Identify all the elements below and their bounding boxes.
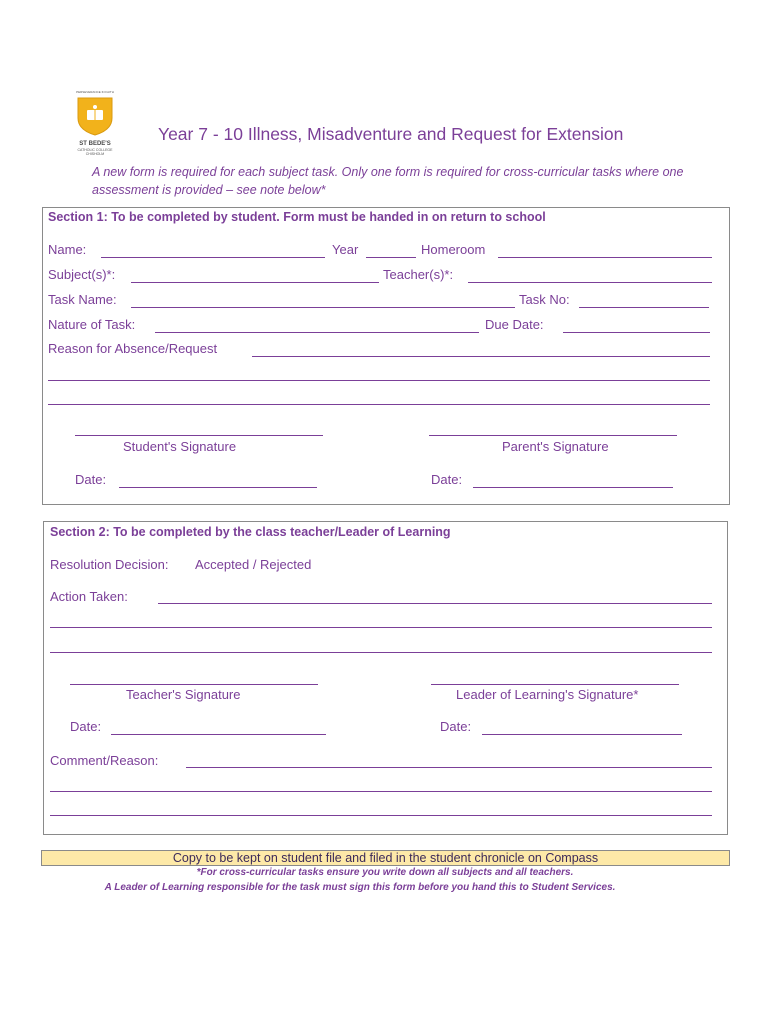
task-no-field[interactable] <box>579 307 709 308</box>
reason-line-2[interactable] <box>48 380 710 381</box>
comment-line-3[interactable] <box>50 815 712 816</box>
action-line-2[interactable] <box>50 627 712 628</box>
homeroom-label: Homeroom <box>421 242 486 257</box>
teachers-label: Teacher(s)*: <box>383 267 454 282</box>
homeroom-field[interactable] <box>498 257 712 258</box>
footer-note-1: *For cross-curricular tasks ensure you write down all subjects and all teachers. <box>196 867 574 878</box>
due-date-field[interactable] <box>563 332 710 333</box>
task-no-label: Task No: <box>519 292 570 307</box>
task-name-field[interactable] <box>131 307 515 308</box>
teacher-signature-field[interactable] <box>70 684 318 685</box>
nature-field[interactable] <box>155 332 479 333</box>
year-label: Year <box>332 242 359 257</box>
teacher-signature-label: Teacher's Signature <box>126 687 241 702</box>
leader-date-field[interactable] <box>482 734 682 735</box>
form-title: Year 7 - 10 Illness, Misadventure and Request for Extension <box>158 124 624 144</box>
nature-label: Nature of Task: <box>48 317 136 332</box>
reason-field[interactable] <box>252 356 710 357</box>
parent-date-field[interactable] <box>473 487 673 488</box>
leader-signature-field[interactable] <box>431 684 679 685</box>
name-field[interactable] <box>101 257 325 258</box>
action-line-3[interactable] <box>50 652 712 653</box>
subjects-label: Subject(s)*: <box>48 267 116 282</box>
resolution-options[interactable]: Accepted / Rejected <box>195 557 312 572</box>
student-date-field[interactable] <box>119 487 317 488</box>
footer-banner <box>41 850 730 866</box>
form-note: A new form is required for each subject task. Only one form is required for cross-curricular tasks where one assessment is provided – see note below* <box>92 165 684 197</box>
comment-field[interactable] <box>186 767 712 768</box>
shield-icon <box>76 96 114 136</box>
logo-motto: PERSEVERANCE IN FAITH <box>76 90 114 94</box>
parent-date-label: Date: <box>431 472 463 487</box>
section-1 <box>42 207 730 505</box>
action-taken-field[interactable] <box>158 603 712 604</box>
logo-name: ST BEDE'S <box>79 141 111 147</box>
teacher-date-field[interactable] <box>111 734 326 735</box>
reason-label: Reason for Absence/Request <box>48 341 218 356</box>
footer-banner-text: Copy to be kept on student file and filed in the student chronicle on Compass <box>172 851 599 865</box>
student-signature-field[interactable] <box>75 435 323 436</box>
leader-date-label: Date: <box>440 719 472 734</box>
student-date-label: Date: <box>75 472 107 487</box>
reason-line-3[interactable] <box>48 404 710 405</box>
year-field[interactable] <box>366 257 416 258</box>
parent-signature-field[interactable] <box>429 435 677 436</box>
comment-label: Comment/Reason: <box>50 753 159 768</box>
teachers-field[interactable] <box>468 282 712 283</box>
logo-subtitle: CATHOLIC COLLEGE CHISHOLM <box>77 148 113 156</box>
name-label: Name: <box>48 242 87 257</box>
student-signature-label: Student's Signature <box>123 439 237 454</box>
section-2-heading: Section 2: To be completed by the class teacher/Leader of Learning <box>50 525 451 539</box>
footer-note-2: A Leader of Learning responsible for the task must sign this form before you hand this to Student Services. <box>104 882 616 893</box>
action-taken-label: Action Taken: <box>50 589 128 604</box>
school-logo <box>74 90 116 160</box>
leader-signature-label: Leader of Learning's Signature* <box>456 687 639 702</box>
section-2 <box>43 521 728 835</box>
section-1-heading: Section 1: To be completed by student. Form must be handed in on return to school <box>48 210 546 224</box>
resolution-label: Resolution Decision: <box>50 557 169 572</box>
task-name-label: Task Name: <box>48 292 117 307</box>
due-date-label: Due Date: <box>485 317 544 332</box>
subjects-field[interactable] <box>131 282 379 283</box>
comment-line-2[interactable] <box>50 791 712 792</box>
teacher-date-label: Date: <box>70 719 102 734</box>
parent-signature-label: Parent's Signature <box>502 439 609 454</box>
